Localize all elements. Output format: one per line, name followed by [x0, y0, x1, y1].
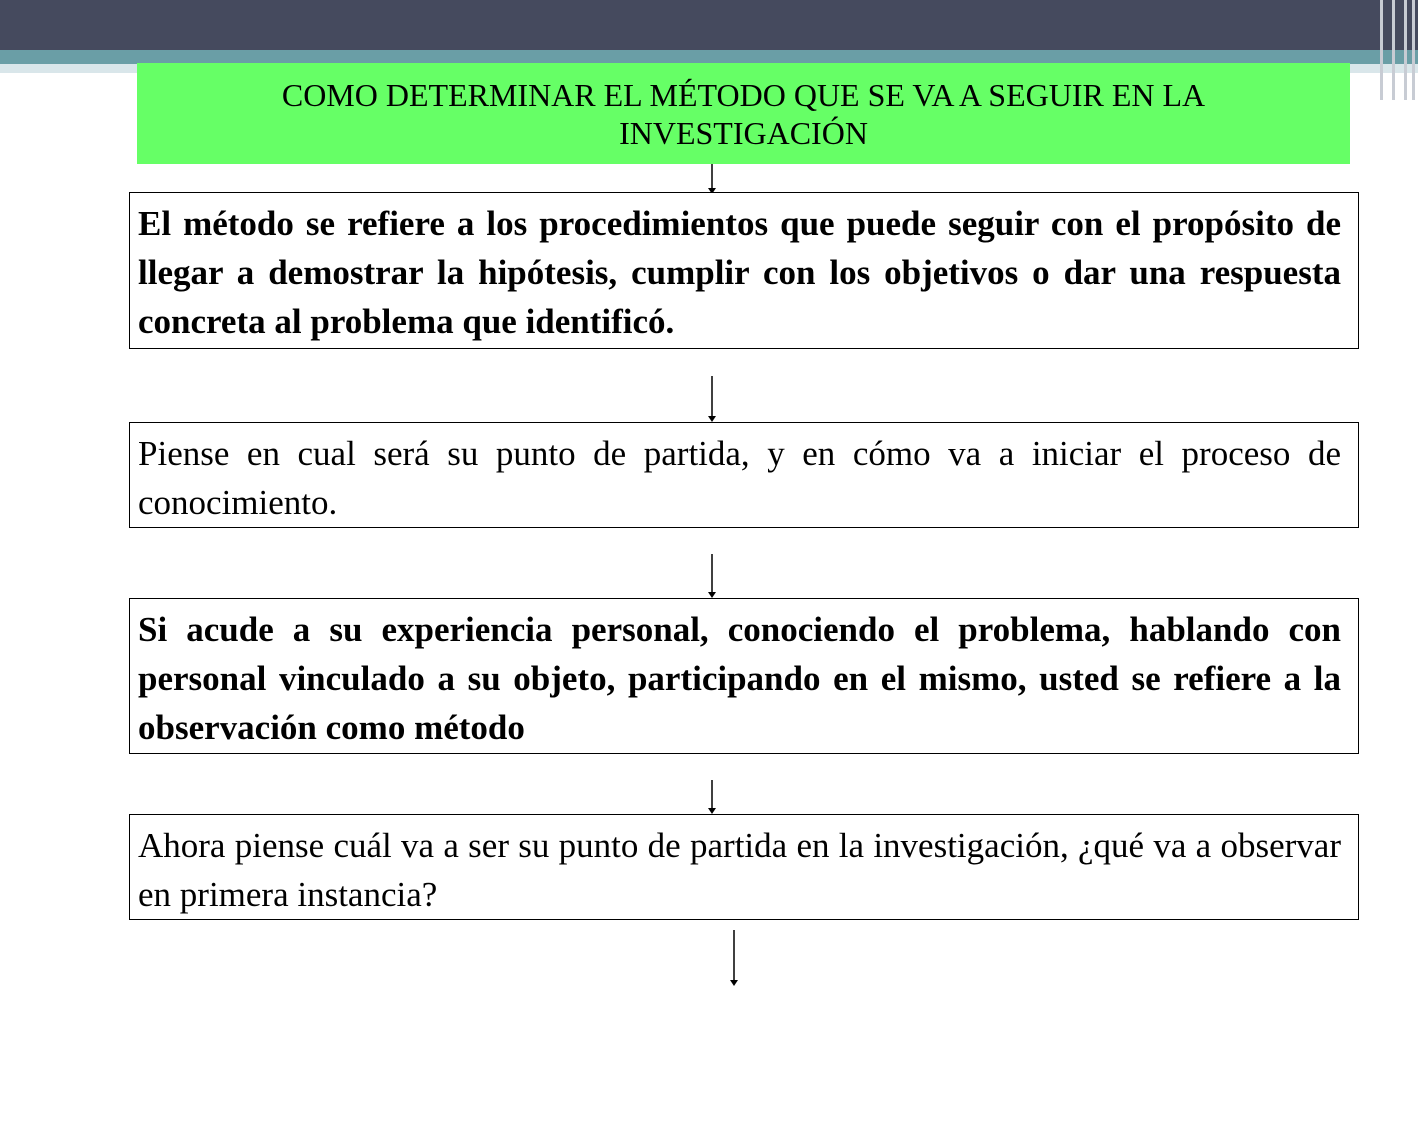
decorative-line — [1404, 0, 1407, 100]
header-stripe — [0, 50, 1418, 64]
step-box-4: Ahora piense cuál va a ser su punto de partida en la investigación, ¿qué va a observar en primera instancia? — [129, 814, 1359, 920]
diagram-title: COMO DETERMINAR EL MÉTODO QUE SE VA A SEGUIR EN LA INVESTIGACIÓN — [137, 63, 1350, 164]
step-box-3: Si acude a su experiencia personal, conociendo el problema, hablando con personal vinculado a su objeto, participando en el mismo, usted se refiere a la observación como método — [129, 598, 1359, 754]
arrow-3 — [704, 554, 720, 598]
arrow-5 — [726, 930, 742, 986]
decorative-line — [1392, 0, 1395, 100]
header-bar — [0, 0, 1418, 50]
arrow-2 — [704, 376, 720, 422]
arrow-1 — [704, 164, 720, 194]
step-box-2: Piense en cual será su punto de partida, y en cómo va a iniciar el proceso de conocimiento. — [129, 422, 1359, 528]
step-box-1: El método se refiere a los procedimientos que puede seguir con el propósito de llegar a demostrar la hipótesis, cumplir con los objetivos o dar una respuesta concreta al problema que identificó. — [129, 192, 1359, 349]
decorative-line — [1380, 0, 1383, 100]
decorative-line — [1412, 0, 1415, 100]
arrow-4 — [704, 780, 720, 814]
